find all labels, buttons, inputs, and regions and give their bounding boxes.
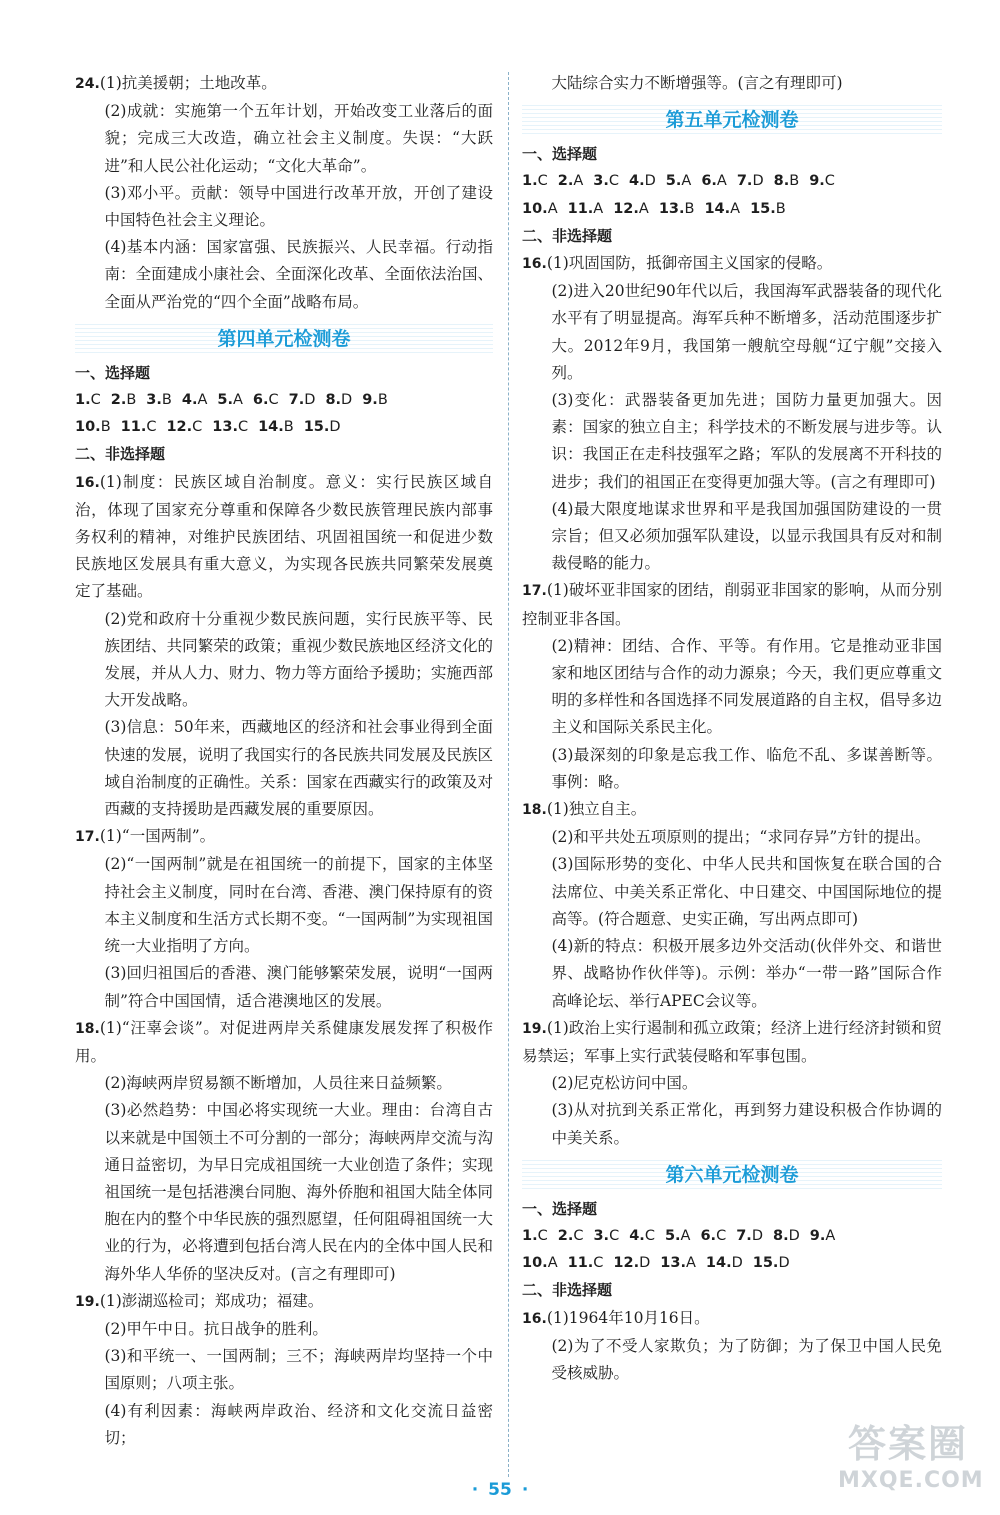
mc-number: 15. [750, 200, 776, 217]
mc-letter: C [593, 1255, 604, 1272]
mc-letter: A [638, 200, 649, 217]
q16-part1 [522, 250, 942, 278]
mc-letter: C [537, 1227, 548, 1244]
mc-letter: B [161, 392, 172, 409]
mc-letter: C [716, 1227, 727, 1244]
column-divider [508, 72, 509, 1477]
mc-number: 2. [110, 392, 127, 409]
mc-answer [736, 1223, 763, 1250]
question-number: 17. [75, 829, 100, 846]
mc-answers-row1 [522, 168, 942, 195]
mc-number: 8. [772, 1227, 789, 1244]
mc-number: 14. [704, 200, 731, 217]
mc-number: 9. [809, 173, 825, 190]
page-number: · 55 · [471, 1480, 529, 1500]
mc-letter: B [283, 419, 294, 436]
mc-answer [522, 1223, 548, 1250]
mc-letter: A [680, 1227, 691, 1244]
mc-letter: C [146, 419, 157, 436]
mc-letter: A [573, 173, 584, 190]
mc-letter: D [329, 419, 341, 436]
unit5-title: 第五单元检测卷 [522, 103, 942, 137]
mc-number: 15. [303, 419, 330, 436]
mc-number: 14. [705, 1255, 732, 1272]
mc-answer [706, 1250, 743, 1277]
q24-part2: (2)成就：实施第一个五年计划，开始改变工业落后的面貌；完成三大改造，确立社会主义制度。失误：“大跃进”和人民公社化运动；“文化大革命”。 [104, 102, 493, 175]
mc-number: 13. [660, 1255, 686, 1272]
mc-letter: D [751, 1227, 763, 1244]
mc-number: 6. [701, 173, 717, 190]
q18-part2: (2)海峡两岸贸易额不断增加，人员往来日益频繁。 [104, 1074, 452, 1093]
section-heading: 二、非选择题 [75, 445, 166, 464]
mc-number: 4. [629, 1227, 645, 1244]
right-column [522, 70, 942, 1387]
mc-number: 1. [75, 392, 91, 409]
mc-number: 13. [658, 200, 685, 217]
mc-letter: D [639, 1255, 651, 1272]
section-heading: 一、选择题 [522, 145, 598, 164]
question-number: 24. [75, 76, 100, 92]
mc-answer [146, 387, 172, 414]
mc-number: 12. [613, 1255, 640, 1272]
question-number: 16. [522, 256, 547, 273]
unit4-title: 第四单元检测卷 [75, 322, 493, 356]
mc-letter: D [778, 1255, 790, 1272]
q18-part4: (4)新的特点：积极开展多边外交活动(伙伴外交、和谐世界、战略协作伙伴等)。示例：举办“一带一路”国际合作高峰论坛、举行APEC会议等。 [551, 937, 942, 1010]
mc-letter: D [341, 392, 353, 409]
mc-number: 8. [325, 392, 342, 409]
mc-answer [613, 196, 649, 223]
mc-answer [593, 1223, 619, 1250]
mc-number: 11. [120, 419, 147, 436]
mc-number: 9. [362, 392, 378, 409]
mc-answer [258, 414, 294, 441]
mc-answer [629, 1223, 655, 1250]
q19-part3: (3)从对抗到关系正常化，再到努力建设积极合作协调的中美关系。 [551, 1101, 942, 1147]
mc-number: 12. [166, 419, 193, 436]
mc-number: 11. [567, 1255, 594, 1272]
mc-number: 3. [593, 1227, 610, 1244]
mc-letter: D [644, 173, 656, 190]
mc-answer [753, 1250, 790, 1277]
mc-letter: D [731, 1255, 743, 1272]
mc-number: 14. [258, 419, 284, 436]
mc-number: 6. [700, 1227, 717, 1244]
question-number: 18. [522, 802, 547, 819]
mc-letter: C [537, 173, 548, 190]
mc-answer [613, 1250, 650, 1277]
mc-number: 9. [809, 1227, 826, 1244]
mc-letter: D [788, 1227, 800, 1244]
q18-part3: (3)国际形势的变化、中华人民共和国恢复在联合国的合法席位、中美关系正常化、中日建交、中国国际地位的提高等。(符合题意、史实正确，写出两点即可) [551, 855, 942, 928]
mc-letter: A [233, 392, 243, 409]
mc-answer [568, 1250, 604, 1277]
q16-part2: (2)党和政府十分重视少数民族问题，实行民族平等、民族团结、共同繁荣的政策；重视少数民族地区经济文化的发展，并从人力、财力、物力等方面给予援助；实施西部大开发战略。 [104, 609, 493, 710]
mc-number: 6. [252, 392, 269, 409]
mc-letter: C [573, 1227, 584, 1244]
q16-part2: (2)进入20世纪90年代以后，我国海军武器装备的现代化水平有了明显提高。海军兵种不断增多，活动范围逐步扩大。2012年9月，我国第一艘航空母舰“辽宁舰”交接入列。 [551, 282, 942, 382]
mc-number: 2. [557, 1227, 574, 1244]
mc-number: 4. [629, 173, 645, 190]
answer-text: (1)破坏亚非国家的团结，削弱亚非国家的影响，从而分别控制亚非各国。 [522, 581, 942, 628]
mc-answer [522, 168, 548, 195]
q16b-part2: (2)为了不受人家欺负；为了防御；为了保卫中国人民免受核威胁。 [551, 1336, 942, 1382]
question-number: 16. [522, 1310, 547, 1327]
q19-part3: (3)和平统一、一国两制；三不；海峡两岸均坚持一个中国原则；八项主张。 [104, 1347, 493, 1393]
q19-part1 [75, 1288, 493, 1316]
mc-letter: A [593, 200, 604, 217]
mc-answer [558, 1223, 584, 1250]
mc-number: 10. [522, 1255, 548, 1272]
mc-letter: A [716, 173, 727, 190]
mc-answer [522, 1250, 558, 1277]
mc-answer [304, 414, 341, 441]
mc-answer [700, 1223, 726, 1250]
mc-answer [810, 1223, 836, 1250]
mc-answers-row1 [75, 387, 493, 414]
mc-number: 10. [522, 200, 548, 217]
q16-part3: (3)变化：武器装备更加先进；国防力量更加强大。因素：国家的独立自主；科学技术的不断发展与进步等。认识：我国正在走科技强军之路；军队的发展离不开科技的进步；我们的祖国正在变得更加强大等。(言之有理即可) [551, 391, 942, 491]
mc-letter: A [681, 173, 692, 190]
q17-part1 [522, 577, 942, 632]
mc-number: 1. [522, 1227, 538, 1244]
mc-answers-row1 [522, 1223, 942, 1250]
mc-answer [568, 196, 604, 223]
mc-answer [666, 168, 692, 195]
mc-number: 11. [567, 200, 594, 217]
q18-part1 [522, 796, 942, 824]
question-number: 19. [75, 1293, 100, 1310]
answer-text: (1)抗美援朝；土地改革。 [99, 74, 277, 92]
question-number: 19. [522, 1020, 547, 1037]
answer-text: (1)澎湖巡检司；郑成功；福建。 [99, 1291, 324, 1310]
answer-text: (1)“一国两制”。 [99, 827, 216, 846]
mc-letter: C [608, 173, 619, 190]
mc-letter: C [609, 1227, 620, 1244]
answer-text: (1)独立自主。 [546, 800, 647, 819]
mc-letter: C [644, 1227, 655, 1244]
mc-number: 5. [664, 1227, 681, 1244]
mc-answer [289, 387, 316, 414]
mc-answer [665, 1223, 691, 1250]
mc-number: 1. [522, 173, 538, 190]
mc-letter: B [684, 200, 695, 217]
mc-answer [111, 387, 137, 414]
q24-part1 [75, 70, 493, 98]
mc-answer [212, 414, 248, 441]
mc-answer [809, 168, 835, 195]
answer-text: (1)制度：民族区域自治制度。意义：实行民族区域自治，体现了国家充分尊重和保障各少数民族管理民族内部事务权利的精神，对维护民族团结、巩固祖国统一和促进少数民族地区发展具有重大意义，为实现各民族共同繁荣发展奠定了基础。 [75, 472, 493, 601]
page-number-value: 55 [488, 1480, 512, 1500]
mc-letter: C [192, 419, 203, 436]
mc-number: 3. [146, 392, 162, 409]
mc-answer [325, 387, 352, 414]
mc-answer [166, 414, 202, 441]
mc-number: 7. [288, 392, 305, 409]
mc-answer [362, 387, 388, 414]
section-heading: 一、选择题 [522, 1199, 598, 1218]
section-heading: 二、非选择题 [522, 226, 613, 245]
mc-letter: A [547, 200, 558, 217]
mc-number: 10. [75, 419, 101, 436]
mc-answer [253, 387, 279, 414]
mc-answer [522, 196, 558, 223]
mc-answer [75, 414, 111, 441]
mc-letter: A [197, 392, 208, 409]
mc-answer [558, 168, 584, 195]
mc-answer [737, 168, 764, 195]
mc-number: 5. [217, 392, 233, 409]
section-heading: 二、非选择题 [522, 1281, 613, 1300]
mc-answers-row2 [522, 196, 942, 223]
mc-answer [660, 1250, 696, 1277]
mc-number: 5. [665, 173, 682, 190]
answer-text: (1)政治上实行遏制和孤立政策；经济上进行经济封锁和贸易禁运；军事上实行武装侵略和军事包围。 [522, 1018, 942, 1065]
watermark-domain: MXQE.COM [838, 1468, 984, 1493]
mc-number: 8. [773, 173, 790, 190]
q16-part1 [75, 469, 493, 606]
mc-letter: C [268, 392, 279, 409]
question-number: 16. [75, 474, 100, 491]
q16b-part1 [522, 1305, 942, 1333]
q24-part3: (3)邓小平。贡献：领导中国进行改革开放，开创了建设中国特色社会主义理论。 [104, 183, 493, 230]
mc-number: 2. [557, 173, 574, 190]
mc-number: 4. [181, 392, 198, 409]
question-number: 18. [75, 1020, 100, 1037]
q18-part3: (3)必然趋势：中国必将实现统一大业。理由：台湾自古以来就是中国领土不可分割的一部分；海峡两岸交流与沟通日益密切，为早日完成祖国统一大业创造了条件；实现祖国统一是包括港澳台同胞、海外侨胞和祖国大陆全体同胞在内的整个中华民族的强烈愿望，任何阻碍祖国统一大业的行为，必将遭到包括台湾人民在内的全体中国人民和海外华人华侨的坚决反对。(言之有理即可) [104, 1101, 493, 1283]
mc-number: 15. [752, 1255, 779, 1272]
q18-part2: (2)和平共处五项原则的提出；“求同存异”方针的提出。 [551, 828, 931, 847]
mc-letter: A [547, 1255, 558, 1272]
watermark-text: 答案圈 [847, 1422, 968, 1466]
mc-number: 3. [593, 173, 609, 190]
q17-part3: (3)最深刻的印象是忘我工作、临危不乱、多谋善断等。事例：略。 [551, 745, 942, 791]
mc-answer [593, 168, 619, 195]
q18-part1 [75, 1015, 493, 1070]
mc-letter: A [685, 1255, 696, 1272]
mc-answer [704, 196, 740, 223]
mc-letter: B [126, 392, 137, 409]
mc-answer [701, 168, 727, 195]
mc-answers-row2 [522, 1250, 942, 1277]
watermark-logo [838, 1420, 984, 1510]
mc-answer [750, 196, 786, 223]
q17-part1 [75, 823, 493, 851]
q19-part4: (4)有利因素：海峡两岸政治、经济和文化交流日益密切； [104, 1401, 493, 1447]
mc-answer [182, 387, 208, 414]
mc-answer [629, 168, 656, 195]
left-column [75, 70, 493, 1452]
question-number: 17. [522, 583, 547, 600]
mc-answer [773, 1223, 800, 1250]
mc-letter: B [775, 200, 786, 217]
mc-answer [75, 387, 101, 414]
mc-letter: D [304, 392, 316, 409]
mc-letter: C [90, 392, 101, 409]
mc-letter: D [752, 173, 764, 190]
section-heading: 一、选择题 [75, 363, 151, 382]
q16-part4: (4)最大限度地谋求世界和平是我国加强国防建设的一贯宗旨；但又必须加强军队建设，以显示我国具有反对和制裁侵略的能力。 [551, 499, 942, 573]
answer-text: (1)巩固国防，抵御帝国主义国家的侵略。 [546, 254, 833, 273]
answer-text: (1)1964年10月16日。 [546, 1308, 710, 1327]
mc-letter: C [824, 173, 835, 190]
q24-part4: (4)基本内涵：国家富强、民族振兴、人民幸福。行动指南：全面建成小康社会、全面深化改革、全面依法治国、全面从严治党的“四个全面”战略布局。 [104, 238, 493, 311]
mc-answer [217, 387, 243, 414]
q19-part2: (2)尼克松访问中国。 [551, 1074, 698, 1093]
mc-number: 13. [212, 419, 238, 436]
unit6-title: 第六单元检测卷 [522, 1158, 942, 1192]
q19-part1 [522, 1015, 942, 1070]
mc-number: 7. [736, 173, 753, 190]
mc-letter: B [789, 173, 800, 190]
mc-answer [121, 414, 157, 441]
mc-letter: A [825, 1227, 836, 1244]
mc-number: 12. [613, 200, 639, 217]
mc-answer [659, 196, 695, 223]
mc-number: 7. [736, 1227, 752, 1244]
mc-letter: A [730, 200, 741, 217]
q17-part3: (3)回归祖国后的香港、澳门能够繁荣发展，说明“一国两制”符合中国国情，适合港澳地区的发展。 [104, 964, 493, 1010]
q19-part2: (2)甲午中日。抗日战争的胜利。 [104, 1319, 328, 1338]
mc-letter: B [100, 419, 111, 436]
mc-answers-row2 [75, 414, 493, 441]
q17-part2: (2)“一国两制”就是在祖国统一的前提下，国家的主体坚持社会主义制度，同时在台湾、香港、澳门保持原有的资本主义制度和生活方式长期不变。“一国两制”为实现祖国统一大业指明了方向。 [104, 855, 493, 956]
mc-answer [774, 168, 800, 195]
mc-letter: C [237, 419, 249, 436]
continuation-text: 大陆综合实力不断增强等。(言之有理即可) [551, 74, 843, 92]
answer-text: (1)“汪辜会谈”。对促进两岸关系健康发展发挥了积极作用。 [75, 1018, 493, 1065]
q17-part2: (2)精神：团结、合作、平等。有作用。它是推动亚非国家和地区团结与合作的动力源泉；今天，我们更应尊重文明的多样性和各国选择不同发展道路的自主权，倡导多边主义和国际关系民主化。 [551, 636, 942, 737]
q16-part3: (3)信息：50年来，西藏地区的经济和社会事业得到全面快速的发展，说明了我国实行的各民族共同发展及民族区域自治制度的正确性。关系：国家在西藏实行的政策及对西藏的支持援助是西藏发展的重要原因。 [104, 718, 493, 819]
mc-letter: B [377, 392, 388, 409]
